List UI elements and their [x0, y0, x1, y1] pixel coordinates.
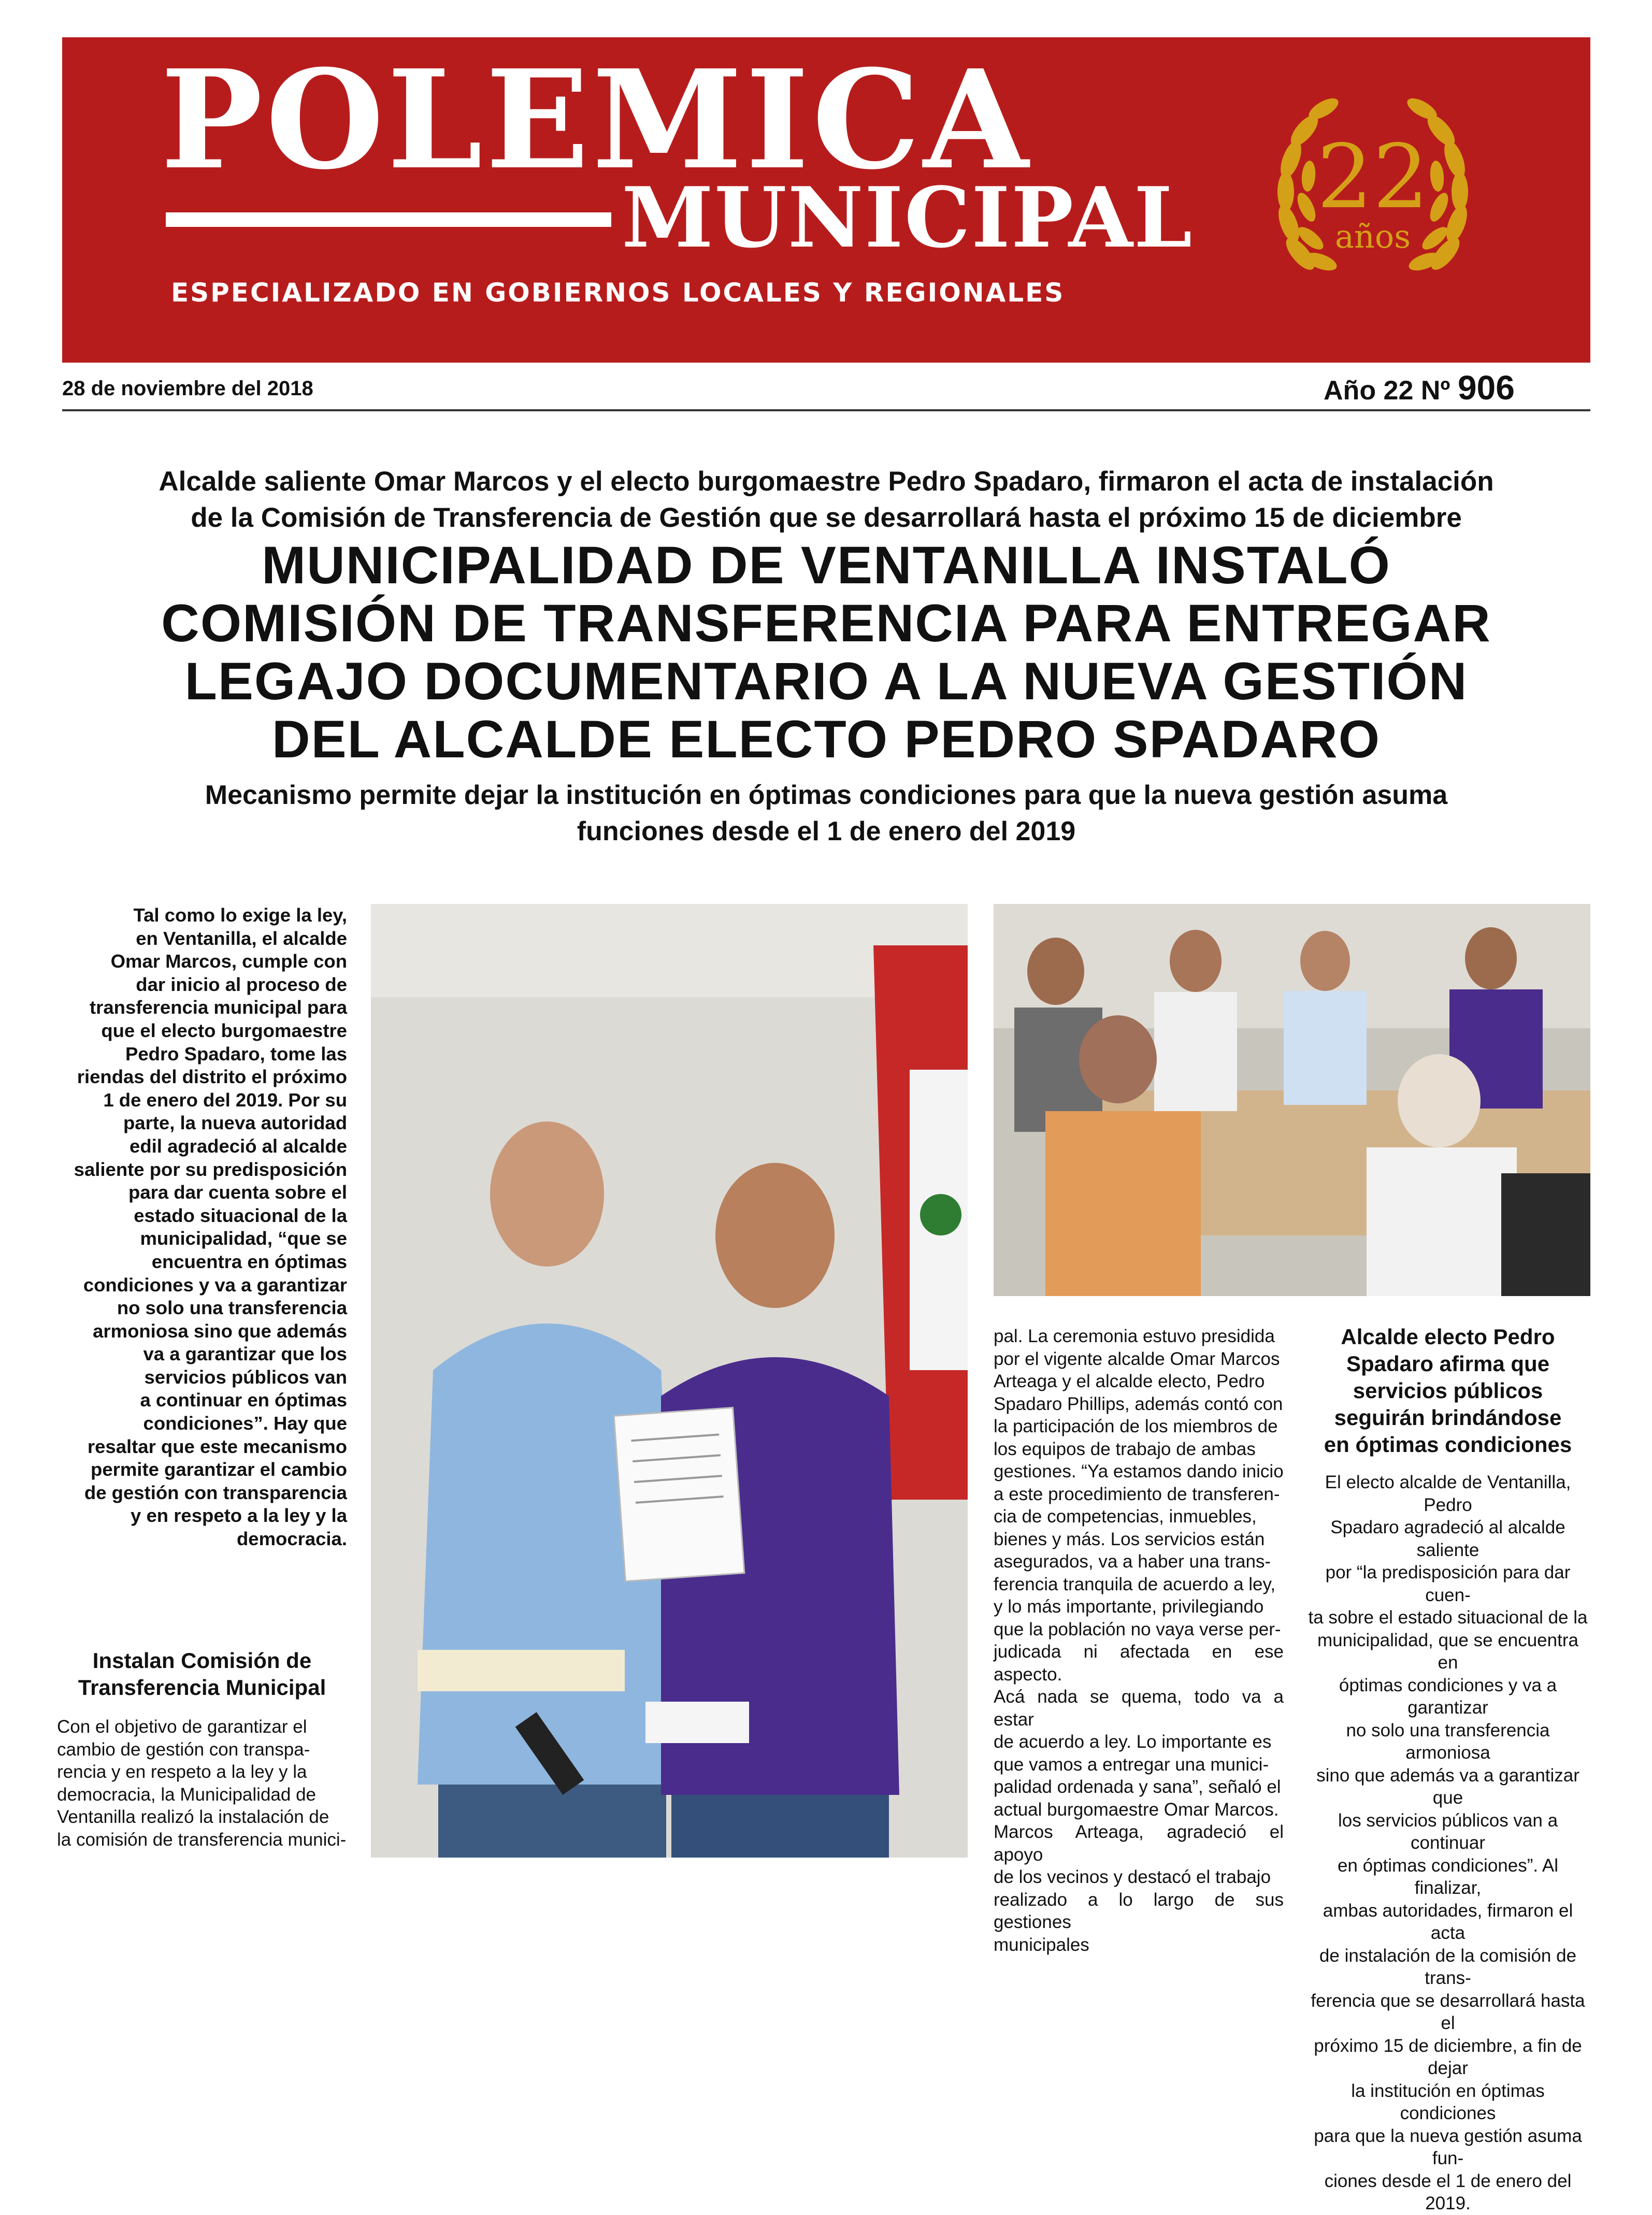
body-line: ferencia que se desarrollará hasta el	[1311, 1990, 1585, 2033]
article-headline	[62, 536, 1590, 768]
lead-line: armoniosa sino que además	[93, 1320, 347, 1342]
body-line: Ventanilla realizó la instalación de	[57, 1807, 329, 1827]
lead-line: Omar Marcos, cumple con	[110, 951, 347, 972]
lead-line: municipalidad, “que se	[140, 1228, 347, 1249]
lead-line: encuentra en óptimas	[151, 1250, 347, 1272]
lead-line: condiciones”. Hay que	[143, 1413, 347, 1434]
body-line: que la población no vaya verse per-	[994, 1619, 1281, 1639]
body-line: de instalación de la comisión de trans-	[1319, 1945, 1577, 1988]
heading-line: Alcalde electo Pedro	[1341, 1325, 1555, 1349]
body-line: que vamos a entregar una munici-	[994, 1754, 1269, 1775]
body-line: la institución en óptimas condiciones	[1351, 2080, 1545, 2123]
lead-line: en Ventanilla, el alcalde	[136, 927, 347, 949]
anniversary-laurel-icon	[1264, 83, 1482, 300]
body-line: Acá nada se quema, todo va a estar	[994, 1687, 1284, 1730]
kicker-line: Alcalde saliente Omar Marcos y el electo burgomaestre Pedro Spadaro, firmaron el acta de instalación	[159, 466, 1494, 497]
article-subhead	[62, 777, 1590, 850]
headline-line: DEL ALCALDE ELECTO PEDRO SPADARO	[271, 710, 1381, 769]
section-heading-right	[1305, 1324, 1590, 1458]
body-line: óptimas condiciones y va a garantizar	[1339, 1675, 1557, 1718]
lead-line: de gestión con transparencia	[84, 1482, 347, 1503]
lead-line: condiciones y va a garantizar	[83, 1274, 347, 1296]
body-line: actual burgomaestre Omar Marcos.	[994, 1799, 1279, 1820]
body-line: los servicios públicos van a continuar	[1338, 1810, 1558, 1853]
lead-line: parte, la nueva autoridad	[123, 1112, 347, 1134]
heading-line: Spadaro afirma que	[1346, 1351, 1550, 1376]
lead-line: a continuar en óptimas	[140, 1389, 347, 1411]
lead-line: para dar cuenta sobre el	[128, 1182, 347, 1203]
lead-paragraph	[57, 904, 347, 1551]
issue-number-block	[1324, 368, 1515, 407]
heading-line: Transferencia Municipal	[78, 1675, 326, 1700]
kicker-line: de la Comisión de Transferencia de Gestión que se desarrollará hasta el próximo 15 de diciembre	[191, 502, 1462, 533]
headline-line: COMISIÓN DE TRANSFERENCIA PARA ENTREGAR	[161, 594, 1491, 653]
subhead-line: funciones desde el 1 de enero del 2019	[577, 816, 1076, 846]
subhead-line: Mecanismo permite dejar la institución en óptimas condiciones para que la nueva gestión asuma	[205, 780, 1448, 810]
body-line: los equipos de trabajo de ambas	[994, 1439, 1256, 1459]
photo-signing-illustration	[371, 904, 968, 1858]
body-line: El electo alcalde de Ventanilla, Pedro	[1325, 1472, 1571, 1515]
body-line: para que la nueva gestión asuma fun-	[1314, 2125, 1582, 2168]
body-text-left	[57, 1716, 347, 1851]
body-line: realizado a lo largo de sus gestiones	[994, 1889, 1284, 1932]
body-line: próximo 15 de diciembre, a fin de dejar	[1314, 2035, 1582, 2078]
heading-line: servicios públicos	[1353, 1378, 1543, 1403]
body-line: bienes y más. Los servicios están	[994, 1529, 1265, 1549]
heading-line: seguirán brindándose	[1334, 1405, 1562, 1430]
newspaper-subtitle: MUNICIPAL	[622, 169, 1194, 266]
lead-line: estado situacional de la	[134, 1204, 347, 1226]
lead-line: y en respeto a la ley y la	[131, 1505, 347, 1527]
photo-officials-signing	[371, 904, 968, 1858]
body-line: por el vigente alcalde Omar Marcos	[994, 1348, 1280, 1369]
body-line: cambio de gestión con transpa-	[57, 1739, 310, 1760]
body-line: democracia, la Municipalidad de	[57, 1784, 316, 1805]
body-line: judicada ni afectada en ese aspecto.	[994, 1642, 1284, 1685]
body-line: gestiones. “Ya estamos dando inicio	[994, 1461, 1284, 1482]
photo-commission-meeting	[994, 904, 1590, 1296]
body-line: ta sobre el estado situacional de la	[1308, 1607, 1588, 1628]
body-line: Con el objetivo de garantizar el	[57, 1717, 307, 1737]
lead-line: dar inicio al proceso de	[136, 973, 347, 995]
body-line: municipales	[994, 1934, 1089, 1955]
body-line: asegurados, va a haber una trans-	[994, 1551, 1271, 1572]
body-line: de acuerdo a ley. Lo importante es	[994, 1732, 1272, 1752]
body-line: pal. La ceremonia estuvo presidida	[994, 1326, 1275, 1346]
newspaper-tagline: ESPECIALIZADO EN GOBIERNOS LOCALES Y REGIONALES	[171, 278, 1065, 308]
body-text-right	[1305, 1471, 1590, 2215]
body-line: Marcos Arteaga, agradeció el apoyo	[994, 1822, 1284, 1865]
lead-line: transferencia municipal para	[90, 997, 347, 1018]
issue-date: 28 de noviembre del 2018	[62, 377, 313, 400]
anniversary-label: años	[1334, 218, 1411, 255]
photo-meeting-illustration	[994, 904, 1590, 1296]
body-line: municipalidad, que se encuentra en	[1317, 1630, 1578, 1673]
body-line: ferencia tranquila de acuerdo a ley,	[994, 1574, 1276, 1594]
body-line: ciones desde el 1 de enero del 2019.	[1324, 2170, 1572, 2213]
body-line: no solo una transferencia armoniosa	[1346, 1720, 1550, 1763]
body-line: de los vecinos y destacó el trabajo	[994, 1867, 1271, 1887]
body-line: rencia y en respeto a la ley y la	[57, 1762, 307, 1782]
lead-line: riendas del distrito el próximo	[77, 1066, 347, 1088]
body-line: en óptimas condiciones”. Al finalizar,	[1337, 1855, 1559, 1898]
body-line: a este procedimiento de transferen-	[994, 1484, 1280, 1504]
headline-line: MUNICIPALIDAD DE VENTANILLA INSTALÓ	[262, 536, 1391, 595]
dateline-rule	[62, 409, 1590, 411]
lead-line: democracia.	[236, 1528, 347, 1550]
issue-number: 906	[1457, 368, 1515, 407]
body-line: ambas autoridades, firmaron el acta	[1323, 1900, 1573, 1943]
lead-line: 1 de enero del 2019. Por su	[103, 1089, 347, 1111]
lead-line: saliente por su predisposición	[74, 1158, 347, 1180]
body-line: palidad ordenada y sana”, señaló el	[994, 1777, 1281, 1797]
body-line: Spadaro agradeció al alcalde saliente	[1330, 1517, 1565, 1560]
issue-prefix: Año 22 Nº	[1324, 376, 1450, 406]
lead-line: no solo una transferencia	[117, 1297, 347, 1319]
newspaper-title: POLEMICA	[161, 40, 1032, 199]
lead-line: Tal como lo exige la ley,	[133, 904, 347, 926]
body-text-middle	[994, 1325, 1284, 1956]
lead-line: que el electo burgomaestre	[101, 1019, 347, 1041]
body-line: Arteaga y el alcalde electo, Pedro	[994, 1371, 1265, 1391]
body-line: la comisión de transferencia munici-	[57, 1829, 347, 1850]
lead-line: Pedro Spadaro, tome las	[125, 1043, 347, 1065]
body-line: y lo más importante, privilegiando	[994, 1596, 1264, 1617]
headline-line: LEGAJO DOCUMENTARIO A LA NUEVA GESTIÓN	[184, 652, 1468, 711]
body-line: Spadaro Phillips, además contó con	[994, 1393, 1283, 1414]
body-line: la participación de los miembros de	[994, 1416, 1278, 1436]
lead-line: resaltar que este mecanismo	[87, 1435, 347, 1457]
heading-line: Instalan Comisión de	[92, 1648, 312, 1673]
title-divider	[166, 212, 611, 227]
body-line: sino que además va a garantizar que	[1316, 1765, 1579, 1808]
section-heading-left	[57, 1647, 347, 1701]
body-line: por “la predisposición para dar cuen-	[1325, 1562, 1571, 1605]
anniversary-number: 22	[1316, 126, 1429, 228]
body-line: cia de competencias, inmuebles,	[994, 1506, 1257, 1527]
heading-line: en óptimas condiciones	[1324, 1432, 1572, 1457]
lead-line: va a garantizar que los	[143, 1343, 347, 1365]
lead-line: permite garantizar el cambio	[91, 1459, 347, 1480]
lead-line: edil agradeció al alcalde	[130, 1135, 347, 1157]
article-kicker	[62, 464, 1590, 536]
lead-line: servicios públicos van	[144, 1366, 347, 1388]
